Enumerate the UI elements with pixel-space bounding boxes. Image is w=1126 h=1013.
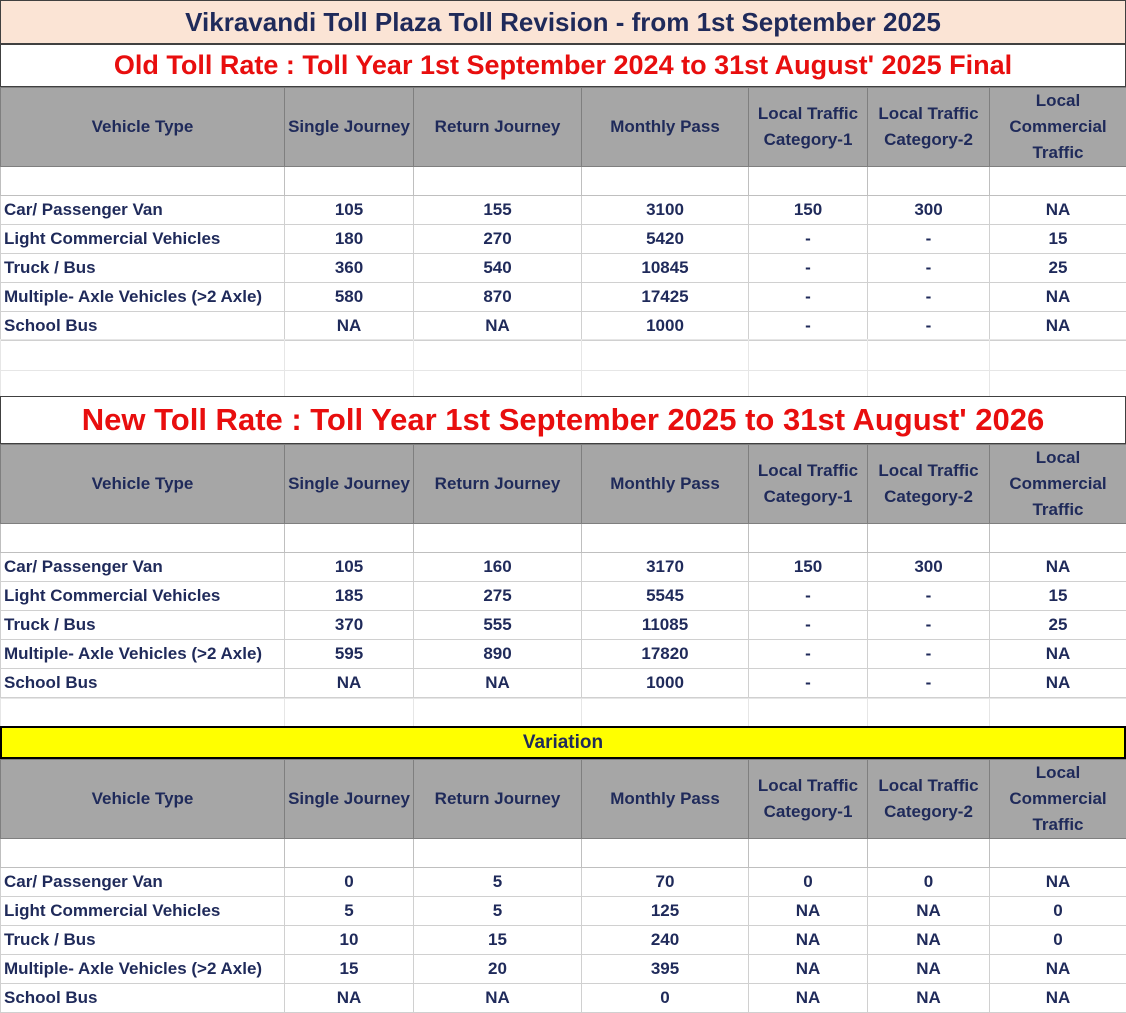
rate-cell: 555: [414, 611, 582, 640]
rate-cell: 0: [868, 868, 990, 897]
rate-cell: NA: [990, 640, 1126, 669]
rate-cell: 150: [749, 196, 868, 225]
column-header: Return Journey: [414, 445, 582, 524]
rate-cell: NA: [868, 984, 990, 1013]
rate-cell: -: [868, 582, 990, 611]
empty-cell: [990, 167, 1126, 196]
rate-cell: 370: [285, 611, 414, 640]
column-header: Single Journey: [285, 88, 414, 167]
column-header: Return Journey: [414, 760, 582, 839]
rate-cell: NA: [990, 283, 1126, 312]
rate-cell: NA: [749, 926, 868, 955]
column-header: Local Commercial Traffic: [990, 760, 1126, 839]
column-header: Single Journey: [285, 445, 414, 524]
rate-cell: NA: [990, 669, 1126, 698]
column-header: Local Traffic Category-2: [868, 88, 990, 167]
rate-cell: NA: [990, 984, 1126, 1013]
vehicle-type-cell: Truck / Bus: [1, 926, 285, 955]
rate-cell: 0: [990, 926, 1126, 955]
vehicle-type-cell: Car/ Passenger Van: [1, 868, 285, 897]
rate-cell: 870: [414, 283, 582, 312]
rate-cell: 240: [582, 926, 749, 955]
rate-cell: 25: [990, 254, 1126, 283]
rate-cell: -: [868, 669, 990, 698]
table-row: [1, 984, 1126, 1013]
vehicle-type-cell: School Bus: [1, 312, 285, 341]
rate-cell: 395: [582, 955, 749, 984]
rate-cell: 1000: [582, 669, 749, 698]
rate-cell: 300: [868, 196, 990, 225]
column-header: Local Traffic Category-1: [749, 445, 868, 524]
rate-cell: -: [868, 611, 990, 640]
rate-cell: 595: [285, 640, 414, 669]
rate-cell: 3170: [582, 553, 749, 582]
rate-cell: 5420: [582, 225, 749, 254]
rate-cell: 180: [285, 225, 414, 254]
vehicle-type-cell: Truck / Bus: [1, 611, 285, 640]
rate-cell: 0: [285, 868, 414, 897]
rate-cell: NA: [990, 955, 1126, 984]
rate-cell: NA: [749, 955, 868, 984]
column-header: Local Traffic Category-2: [868, 760, 990, 839]
rate-cell: NA: [990, 312, 1126, 341]
page-title: Vikravandi Toll Plaza Toll Revision - from 1st September 2025: [0, 0, 1126, 44]
rate-cell: 1000: [582, 312, 749, 341]
spacer-rows: [0, 339, 1126, 402]
rate-cell: 890: [414, 640, 582, 669]
vehicle-type-cell: School Bus: [1, 669, 285, 698]
vehicle-type-cell: Light Commercial Vehicles: [1, 582, 285, 611]
vehicle-type-cell: Light Commercial Vehicles: [1, 225, 285, 254]
rate-cell: 5: [414, 897, 582, 926]
vehicle-type-cell: Light Commercial Vehicles: [1, 897, 285, 926]
column-header: Local Traffic Category-1: [749, 88, 868, 167]
empty-cell: [749, 167, 868, 196]
rate-cell: 25: [990, 611, 1126, 640]
rate-cell: 105: [285, 553, 414, 582]
rate-cell: -: [868, 283, 990, 312]
table-row: [1, 553, 1126, 582]
rate-cell: 275: [414, 582, 582, 611]
empty-cell: [1, 167, 285, 196]
column-header: Monthly Pass: [582, 445, 749, 524]
empty-cell: [990, 839, 1126, 868]
empty-cell: [582, 524, 749, 553]
rate-cell: 20: [414, 955, 582, 984]
rate-cell: -: [749, 611, 868, 640]
new-rate-heading: New Toll Rate : Toll Year 1st September 2025 to 31st August' 2026: [0, 396, 1126, 444]
rate-cell: 5: [414, 868, 582, 897]
table-row: [1, 926, 1126, 955]
table-row: [1, 196, 1126, 225]
rate-cell: -: [749, 283, 868, 312]
empty-cell: [990, 524, 1126, 553]
rate-cell: NA: [414, 984, 582, 1013]
rate-cell: 15: [990, 225, 1126, 254]
empty-cell: [414, 839, 582, 868]
column-header: Vehicle Type: [1, 88, 285, 167]
rate-cell: NA: [749, 897, 868, 926]
vehicle-type-cell: Multiple- Axle Vehicles (>2 Axle): [1, 640, 285, 669]
table-row: [1, 897, 1126, 926]
rate-cell: 105: [285, 196, 414, 225]
rate-cell: 17820: [582, 640, 749, 669]
column-header: Local Commercial Traffic: [990, 445, 1126, 524]
rate-cell: -: [749, 582, 868, 611]
new-rate-table: [0, 444, 1126, 698]
rate-cell: NA: [990, 196, 1126, 225]
rate-cell: NA: [990, 868, 1126, 897]
rate-cell: NA: [749, 984, 868, 1013]
rate-cell: -: [749, 640, 868, 669]
rate-cell: -: [868, 640, 990, 669]
rate-cell: 160: [414, 553, 582, 582]
column-header: Local Traffic Category-2: [868, 445, 990, 524]
column-header: Single Journey: [285, 760, 414, 839]
rate-cell: 360: [285, 254, 414, 283]
rate-cell: -: [749, 225, 868, 254]
rate-cell: 270: [414, 225, 582, 254]
rate-cell: -: [749, 254, 868, 283]
table-row: [1, 868, 1126, 897]
vehicle-type-cell: Car/ Passenger Van: [1, 196, 285, 225]
rate-cell: 15: [285, 955, 414, 984]
rate-cell: -: [749, 669, 868, 698]
vehicle-type-cell: Truck / Bus: [1, 254, 285, 283]
column-header: Return Journey: [414, 88, 582, 167]
variation-heading: Variation: [0, 726, 1126, 759]
rate-cell: NA: [414, 312, 582, 341]
table-row: [1, 225, 1126, 254]
rate-cell: -: [868, 254, 990, 283]
rate-cell: -: [868, 225, 990, 254]
rate-cell: NA: [285, 669, 414, 698]
rate-cell: 0: [749, 868, 868, 897]
table-row: [1, 283, 1126, 312]
rate-cell: 17425: [582, 283, 749, 312]
column-header: Local Commercial Traffic: [990, 88, 1126, 167]
vehicle-type-cell: Car/ Passenger Van: [1, 553, 285, 582]
vehicle-type-cell: School Bus: [1, 984, 285, 1013]
rate-cell: NA: [285, 312, 414, 341]
vehicle-type-cell: Multiple- Axle Vehicles (>2 Axle): [1, 283, 285, 312]
rate-cell: 70: [582, 868, 749, 897]
empty-cell: [582, 839, 749, 868]
column-header: Monthly Pass: [582, 88, 749, 167]
rate-cell: 10845: [582, 254, 749, 283]
empty-cell: [414, 167, 582, 196]
empty-cell: [1, 524, 285, 553]
empty-cell: [749, 839, 868, 868]
rate-cell: NA: [868, 897, 990, 926]
column-header: Vehicle Type: [1, 445, 285, 524]
empty-cell: [285, 524, 414, 553]
empty-cell: [868, 524, 990, 553]
rate-cell: 15: [414, 926, 582, 955]
rate-cell: 185: [285, 582, 414, 611]
empty-cell: [868, 839, 990, 868]
rate-cell: NA: [868, 926, 990, 955]
rate-cell: 15: [990, 582, 1126, 611]
rate-cell: 300: [868, 553, 990, 582]
table-row: [1, 669, 1126, 698]
rate-cell: NA: [414, 669, 582, 698]
rate-cell: -: [868, 312, 990, 341]
variation-table: [0, 759, 1126, 1013]
table-row: [1, 955, 1126, 984]
rate-cell: 10: [285, 926, 414, 955]
rate-cell: 11085: [582, 611, 749, 640]
table-row: [1, 611, 1126, 640]
rate-cell: 5: [285, 897, 414, 926]
rate-cell: 540: [414, 254, 582, 283]
old-rate-table: [0, 87, 1126, 341]
rate-cell: 150: [749, 553, 868, 582]
column-header: Local Traffic Category-1: [749, 760, 868, 839]
empty-cell: [582, 167, 749, 196]
rate-cell: NA: [868, 955, 990, 984]
table-row: [1, 582, 1126, 611]
rate-cell: 0: [582, 984, 749, 1013]
empty-cell: [1, 839, 285, 868]
column-header: Monthly Pass: [582, 760, 749, 839]
empty-cell: [749, 524, 868, 553]
vehicle-type-cell: Multiple- Axle Vehicles (>2 Axle): [1, 955, 285, 984]
table-row: [1, 312, 1126, 341]
rate-cell: 580: [285, 283, 414, 312]
empty-cell: [868, 167, 990, 196]
rate-cell: 3100: [582, 196, 749, 225]
rate-cell: -: [749, 312, 868, 341]
rate-cell: NA: [990, 553, 1126, 582]
old-rate-heading: Old Toll Rate : Toll Year 1st September 2024 to 31st August' 2025 Final: [0, 44, 1126, 87]
table-row: [1, 254, 1126, 283]
table-row: [1, 640, 1126, 669]
rate-cell: NA: [285, 984, 414, 1013]
empty-cell: [285, 167, 414, 196]
rate-cell: 0: [990, 897, 1126, 926]
empty-cell: [285, 839, 414, 868]
empty-cell: [414, 524, 582, 553]
rate-cell: 155: [414, 196, 582, 225]
column-header: Vehicle Type: [1, 760, 285, 839]
rate-cell: 125: [582, 897, 749, 926]
rate-cell: 5545: [582, 582, 749, 611]
